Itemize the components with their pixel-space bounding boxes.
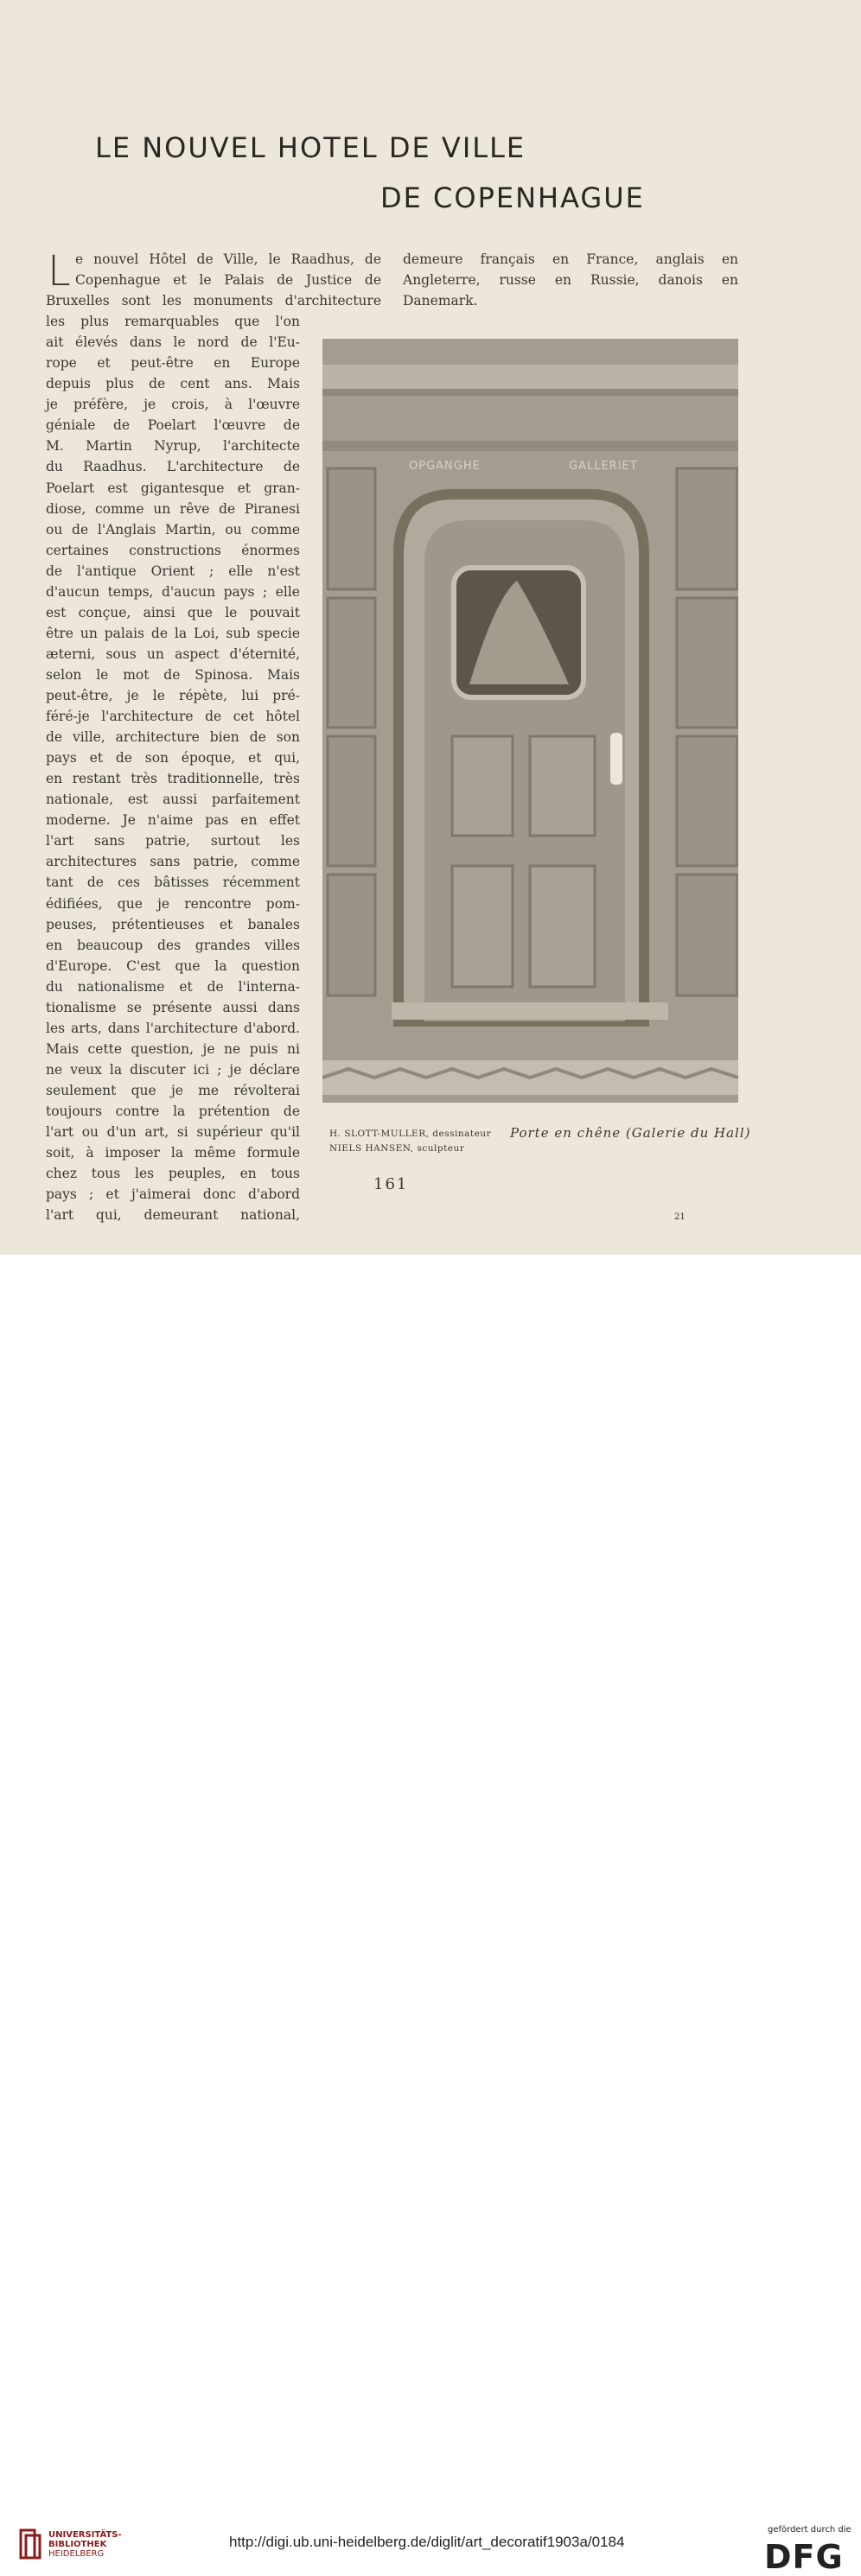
text-line: l'art sans patrie, surtout les [46,833,300,849]
text-line: rope et peut-être en Europe [46,355,300,372]
text-line: je préfère, je crois, à l'œuvre [46,397,300,413]
text-line: nationale, est aussi parfaitement [46,792,300,808]
text-line: de l'antique Orient ; elle n'est [46,563,300,579]
text-line: du Raadhus. L'architecture de [46,459,300,475]
text-line: architectures sans patrie, comme [46,854,300,870]
library-name-line1: UNIVERSITÄTS- [48,2530,122,2540]
text-line: e nouvel Hôtel de Ville, le Raadhus, de [75,251,381,267]
text-line: depuis plus de cent ans. Mais [46,376,300,392]
credit-designer: H. SLOTT-MULLER, dessinateur [329,1129,492,1139]
page-number: 161 [373,1175,409,1193]
text-line: en restant très traditionnelle, très [46,771,300,787]
text-line: ne veux la discuter ici ; je déclare [46,1061,300,1078]
text-line: les arts, dans l'architecture d'abord. [46,1020,300,1036]
text-line: certaines constructions énormes [46,542,300,558]
text-line: Danemark. [403,293,478,308]
text-line: moderne. Je n'aime pas en effet [46,812,300,829]
text-line: tant de ces bâtisses récemment [46,875,300,891]
text-line: du nationalisme et de l'interna- [46,978,300,995]
text-line: édifiées, que je rencontre pom- [46,895,300,912]
text-line: ait élevés dans le nord de l'Eu- [46,334,300,351]
text-line: peuses, prétentieuses et banales [46,916,300,932]
text-line: Poelart est gigantesque et gran- [46,480,300,496]
text-line: soit, à imposer la même formule [46,1145,300,1161]
scanned-page [0,0,861,1255]
text-line: pays ; et j'aimerai donc d'abord [46,1186,300,1203]
footer-bar [0,1255,861,2576]
text-line: les plus remarquables que l'on [46,314,300,330]
text-line: demeure français en France, anglais en [403,251,738,267]
text-line: d'Europe. C'est que la question [46,957,300,974]
text-line: géniale de Poelart l'œuvre de [46,417,300,434]
inscription-left: OPGANGHE [409,460,481,473]
text-line: pays et de son époque, et qui, [46,750,300,766]
dfg-logo: DFG [764,2538,844,2576]
text-line: en beaucoup des grandes villes [46,937,300,953]
photo-caption: Porte en chêne (Galerie du Hall) [510,1125,751,1141]
signature-mark: 21 [674,1212,686,1222]
text-line: toujours contre la prétention de [46,1104,300,1119]
text-line: Bruxelles sont les monuments d'architecture [46,293,381,309]
text-line: l'art ou d'un art, si supérieur qu'il [46,1124,300,1141]
funded-by-label: gefördert durch die [768,2525,851,2535]
text-line: ou de l'Anglais Martin, ou comme [46,521,300,537]
text-line: tionalisme se présente aussi dans [46,999,300,1015]
article-title-line1: LE NOUVEL HOTEL DE VILLE [95,131,526,164]
text-line: Mais cette question, je ne puis ni [46,1040,300,1057]
text-line: chez tous les peuples, en tous [46,1166,300,1182]
text-line: seulement que je me révolterai [46,1082,300,1098]
text-line: M. Martin Nyrup, l'architecte [46,438,300,455]
text-line: æterni, sous un aspect d'éternité, [46,646,300,662]
library-logo-icon [19,2527,43,2561]
text-line: Copenhague et le Palais de Justice de [75,272,381,288]
door-photograph [322,339,738,1103]
credit-sculptor: NIELS HANSEN, sculpteur [329,1143,465,1154]
document-url-link[interactable]: http://digi.ub.uni-heidelberg.de/diglit/art_decoratif1903a/0184 [229,2534,625,2550]
text-line: être un palais de la Loi, sub specie [46,625,300,641]
text-line: féré-je l'architecture de cet hôtel [46,709,300,725]
article-title-line2: DE COPENHAGUE [380,181,645,214]
text-line: peut-être, je le répète, lui pré- [46,688,300,703]
text-line: selon le mot de Spinosa. Mais [46,666,300,683]
text-line: Angleterre, russe en Russie, danois en [403,272,738,288]
library-name-line2: BIBLIOTHEK [48,2540,107,2549]
inscription-right: GALLERIET [569,460,638,473]
text-line: est conçue, ainsi que le pouvait [46,604,300,620]
text-line: d'aucun temps, d'aucun pays ; elle [46,583,300,600]
text-line: de ville, architecture bien de son [46,729,300,746]
library-name-line3: HEIDELBERG [48,2549,105,2559]
drop-cap: L [48,247,71,296]
text-line: diose, comme un rêve de Piranesi [46,500,300,517]
text-line: l'art qui, demeurant national, [46,1207,300,1224]
